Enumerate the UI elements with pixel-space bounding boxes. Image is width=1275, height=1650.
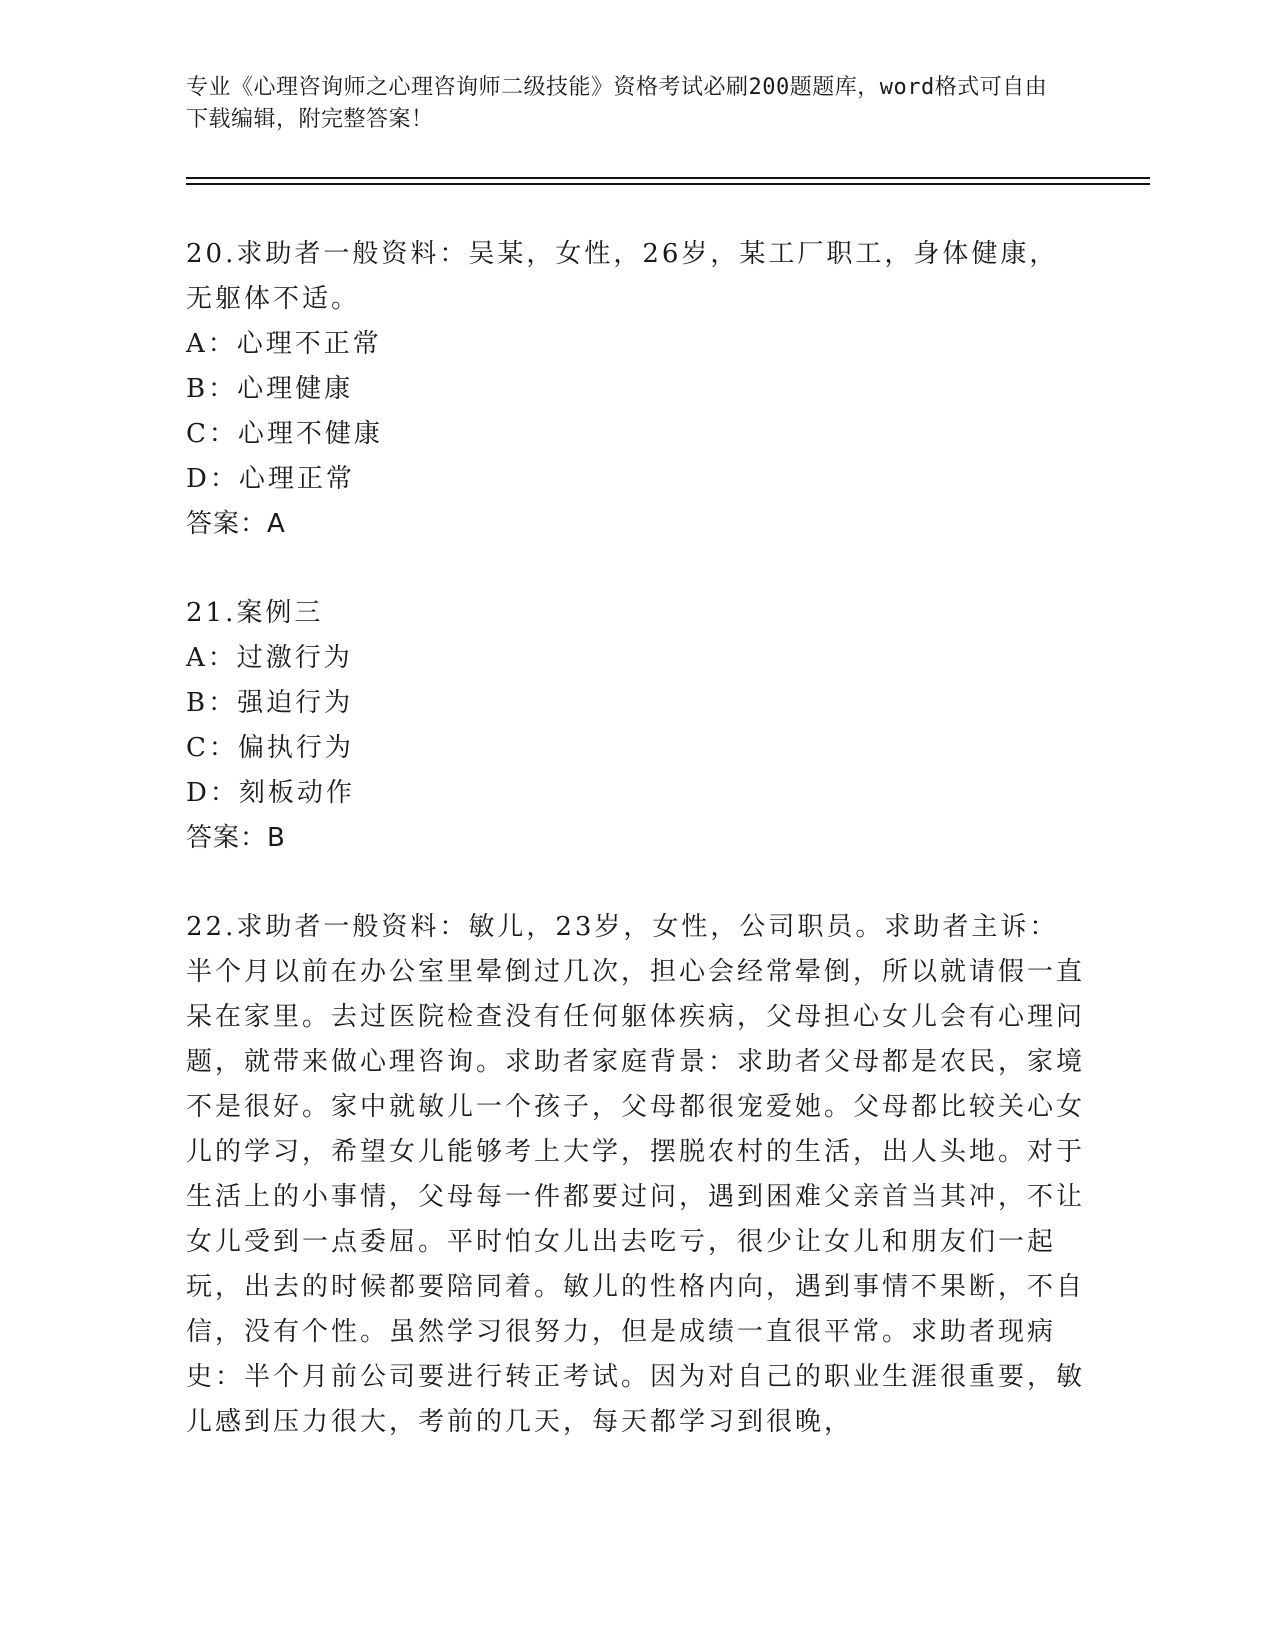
option-c: C：偏执行为 (186, 733, 354, 763)
question-20 (186, 232, 1086, 547)
answer: 答案：B (186, 823, 286, 853)
header-rule-top (186, 177, 1150, 179)
question-stem: 21.案例三 (186, 598, 324, 628)
question-list (186, 232, 1086, 1489)
question-stem: 20.求助者一般资料：吴某，女性，26岁，某工厂职工，身体健康，无躯体不适。 (186, 239, 1059, 314)
option-d: D：心理正常 (186, 464, 355, 494)
document-header: 专业《心理咨询师之心理咨询师二级技能》资格考试必刷200题题库，word格式可自由下载编辑，附完整答案！ (186, 75, 1048, 132)
option-c: C：心理不健康 (186, 419, 383, 449)
question-stem: 22.求助者一般资料：敏儿，23岁，女性，公司职员。求助者主诉：半个月以前在办公室里晕倒过几次，担心会经常晕倒，所以就请假一直呆在家里。去过医院检查没有任何躯体疾病，父母担心女儿会有心理问题，就带来做心理咨询。求助者家庭背景：求助者父母都是农民，家境不是很好。家中就敏儿一个孩子，父母都很宠爱她。父母都比较关心女儿的学习，希望女儿能够考上大学，摆脱农村的生活，出人头地。对于生活上的小事情，父母每一件都要过问，遇到困难父亲首当其冲，不让女儿受到一点委屈。平时怕女儿出去吃亏，很少让女儿和朋友们一起玩，出去的时候都要陪同着。敏儿的性格内向，遇到事情不果断，不自信，没有个性。虽然学习很努力，但是成绩一直很平常。求助者现病史：半个月前公司要进行转正考试。因为对自己的职业生涯很重要，敏儿感到压力很大，考前的几天，每天都学习到很晚， (186, 912, 1086, 1437)
option-d: D：刻板动作 (186, 778, 355, 808)
option-a: A：过激行为 (186, 643, 353, 673)
option-b: B：心理健康 (186, 374, 354, 404)
question-21 (186, 591, 1086, 861)
option-a: A：心理不正常 (186, 329, 382, 359)
question-22 (186, 905, 1086, 1445)
header-rule-bottom (186, 183, 1150, 185)
answer: 答案：A (186, 509, 286, 539)
option-b: B：强迫行为 (186, 688, 354, 718)
